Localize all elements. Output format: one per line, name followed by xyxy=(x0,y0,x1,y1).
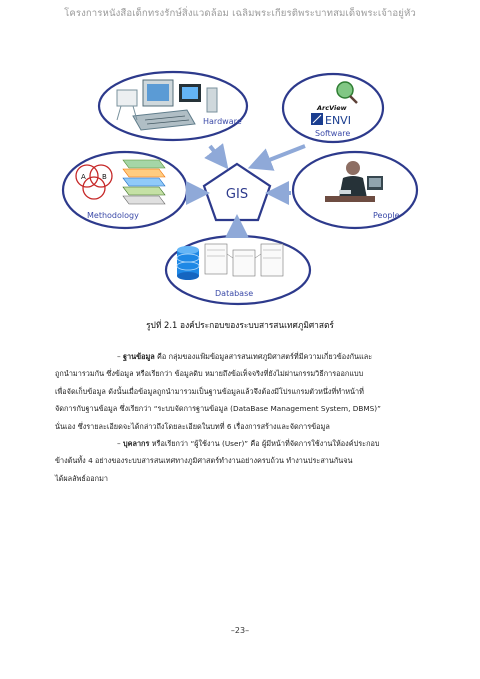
figure-caption: รูปที่ 2.1 องค์ประกอบของระบบสารสนเทศภูมิศาสตร์ xyxy=(146,320,334,330)
venn-letter-a: A xyxy=(81,173,86,181)
venn-letter-b: B xyxy=(102,173,107,181)
page-number: –23– xyxy=(230,626,250,635)
text-line: ถูกนำมารวมกัน ซึ่งข้อมูล หรือเรียกว่า ข้อมูลดิบ หมายถึงข้อเท็จจริงที่ยังไม่ผ่านกรรมวิธีการออกแบบ xyxy=(55,369,364,379)
page-header: โครงการหนังสือเด็กทรงรักษ์สิ่งแวดล้อม เฉลิมพระเกียรติพระบาทสมเด็จพระเจ้าอยู่หัว xyxy=(64,8,416,19)
software-node xyxy=(283,74,383,142)
map-layers-icon xyxy=(123,160,165,204)
methodology-node xyxy=(63,152,187,228)
text-line: นั่นเอง ซึ่งรายละเอียดจะได้กล่าวถึงโดยละเอียดในบทที่ 6 เรื่องการสร้างและจัดการข้อมูล xyxy=(55,421,330,431)
list-dash: – xyxy=(117,439,123,448)
people-node xyxy=(293,152,417,228)
gis-components-diagram xyxy=(55,68,425,308)
hardware-label: Hardware xyxy=(203,117,242,126)
methodology-label: Methodology xyxy=(87,211,139,220)
term-personnel: บุคลากร xyxy=(122,439,150,448)
text-line: คือ กลุ่มของแฟ้มข้อมูลสารสนเทศภูมิศาสตร์ที่มีความเกี่ยวข้องกันและ xyxy=(154,352,373,361)
hardware-node xyxy=(99,72,247,140)
arrow-hardware-to-gis xyxy=(210,146,221,160)
term-database: ฐานข้อมูล xyxy=(122,352,155,361)
text-line: หรือเรียกว่า “ผู้ใช้งาน (User)” คือ ผู้มีหน้าที่จัดการใช้งานให้องค์ประกอบ xyxy=(149,439,380,448)
envi-logo-icon xyxy=(311,113,323,125)
database-cylinder-icon xyxy=(177,246,199,280)
software-label: Software xyxy=(315,129,351,138)
diagram-svg xyxy=(55,68,425,308)
arrow-software-to-gis xyxy=(259,146,305,164)
database-node xyxy=(166,236,310,304)
gis-center-node xyxy=(204,164,270,220)
database-label: Database xyxy=(215,289,254,298)
paragraph-personnel xyxy=(55,435,427,487)
people-label: People xyxy=(373,211,400,220)
envi-logo: ENVI xyxy=(325,114,351,127)
arcview-logo: ArcView xyxy=(317,104,347,112)
text-line: ข้างต้นทั้ง 4 อย่างของระบบสารสนเทศทางภูมิศาสตร์ทำงานอย่างครบถ้วน ทำงานประสานกันจน xyxy=(55,456,353,466)
text-line: ได้ผลลัพธ์ออกมา xyxy=(55,473,108,483)
paragraph-database xyxy=(55,348,427,435)
list-dash: – xyxy=(117,352,123,361)
text-line: เพื่อจัดเก็บข้อมูล ดังนั้นเมื่อข้อมูลถูกนำมารวมเป็นฐานข้อมูลแล้วจึงต้องมีโปรแกรมตัวหนึ่งที่ทำหน้าที่ xyxy=(55,386,364,396)
gis-label: GIS xyxy=(225,187,249,202)
text-line: จัดการกับฐานข้อมูล ซึ่งเรียกว่า “ระบบจัดการฐานข้อมูล (DataBase Management System, DBMS)” xyxy=(55,404,381,414)
